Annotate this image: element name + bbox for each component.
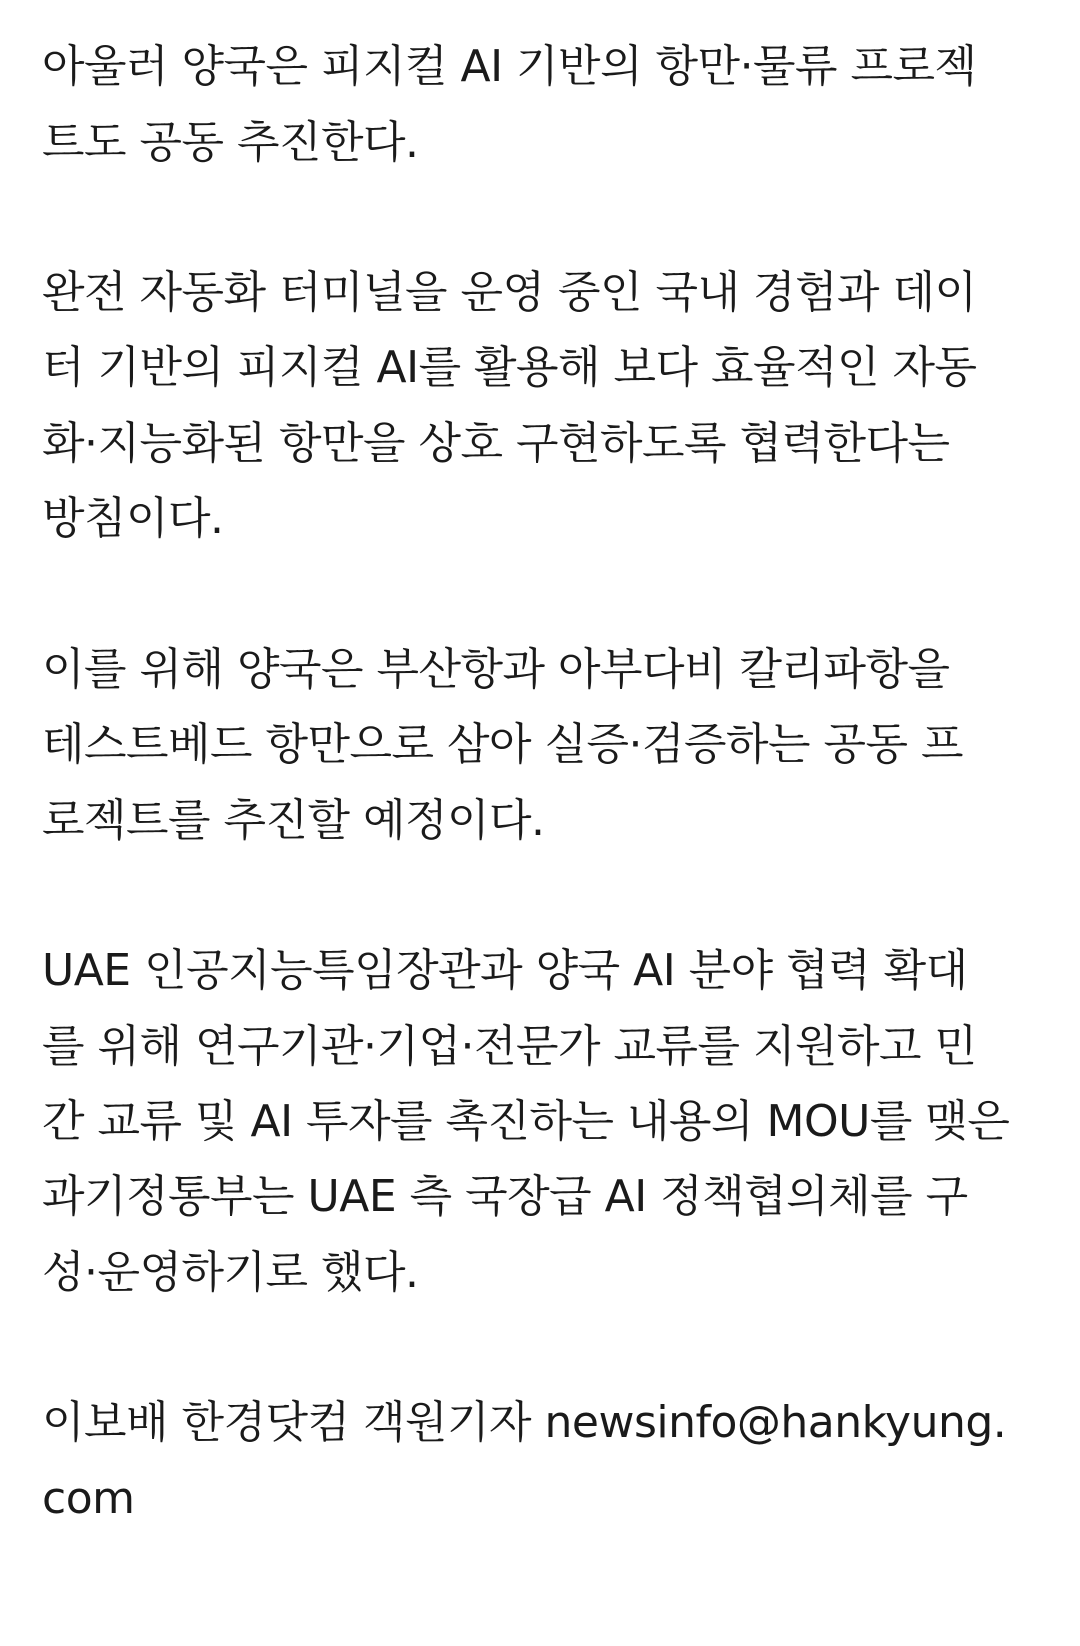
paragraph-1-line-2: 트도 공동 추진한다. (42, 117, 419, 168)
paragraph-4-line-4: 과기정통부는 UAE 측 국장급 AI 정책협의체를 구 (42, 1171, 968, 1222)
paragraph-3-line-2: 테스트베드 항만으로 삼아 실증·검증하는 공동 프 (42, 719, 963, 770)
paragraph-2-line-3: 화·지능화된 항만을 상호 구현하도록 협력한다는 (42, 418, 950, 469)
paragraph-3-line-3: 로젝트를 추진할 예정이다. (42, 795, 545, 846)
byline-line-2: com (42, 1473, 135, 1524)
paragraph-1-line-1: 아울러 양국은 피지컬 AI 기반의 항만·물류 프로젝 (42, 41, 977, 92)
byline-line-1: 이보배 한경닷컴 객원기자 newsinfo@hankyung. (42, 1397, 1007, 1448)
paragraph-2-line-4: 방침이다. (42, 493, 224, 544)
paragraph-4-line-1: UAE 인공지능특임장관과 양국 AI 분야 협력 확대 (42, 945, 968, 996)
paragraph-2-line-1: 완전 자동화 터미널을 운영 중인 국내 경험과 데이 (42, 267, 977, 318)
paragraph-2-line-2: 터 기반의 피지컬 AI를 활용해 보다 효율적인 자동 (42, 342, 977, 393)
paragraph-3-line-1: 이를 위해 양국은 부산항과 아부다비 칼리파항을 (42, 644, 950, 695)
paragraph-4-line-5: 성·운영하기로 했다. (42, 1247, 419, 1298)
paragraph-4-line-3: 간 교류 및 AI 투자를 촉진하는 내용의 MOU를 맺은 (42, 1096, 1010, 1147)
paragraph-4-line-2: 를 위해 연구기관·기업·전문가 교류를 지원하고 민 (42, 1021, 977, 1072)
